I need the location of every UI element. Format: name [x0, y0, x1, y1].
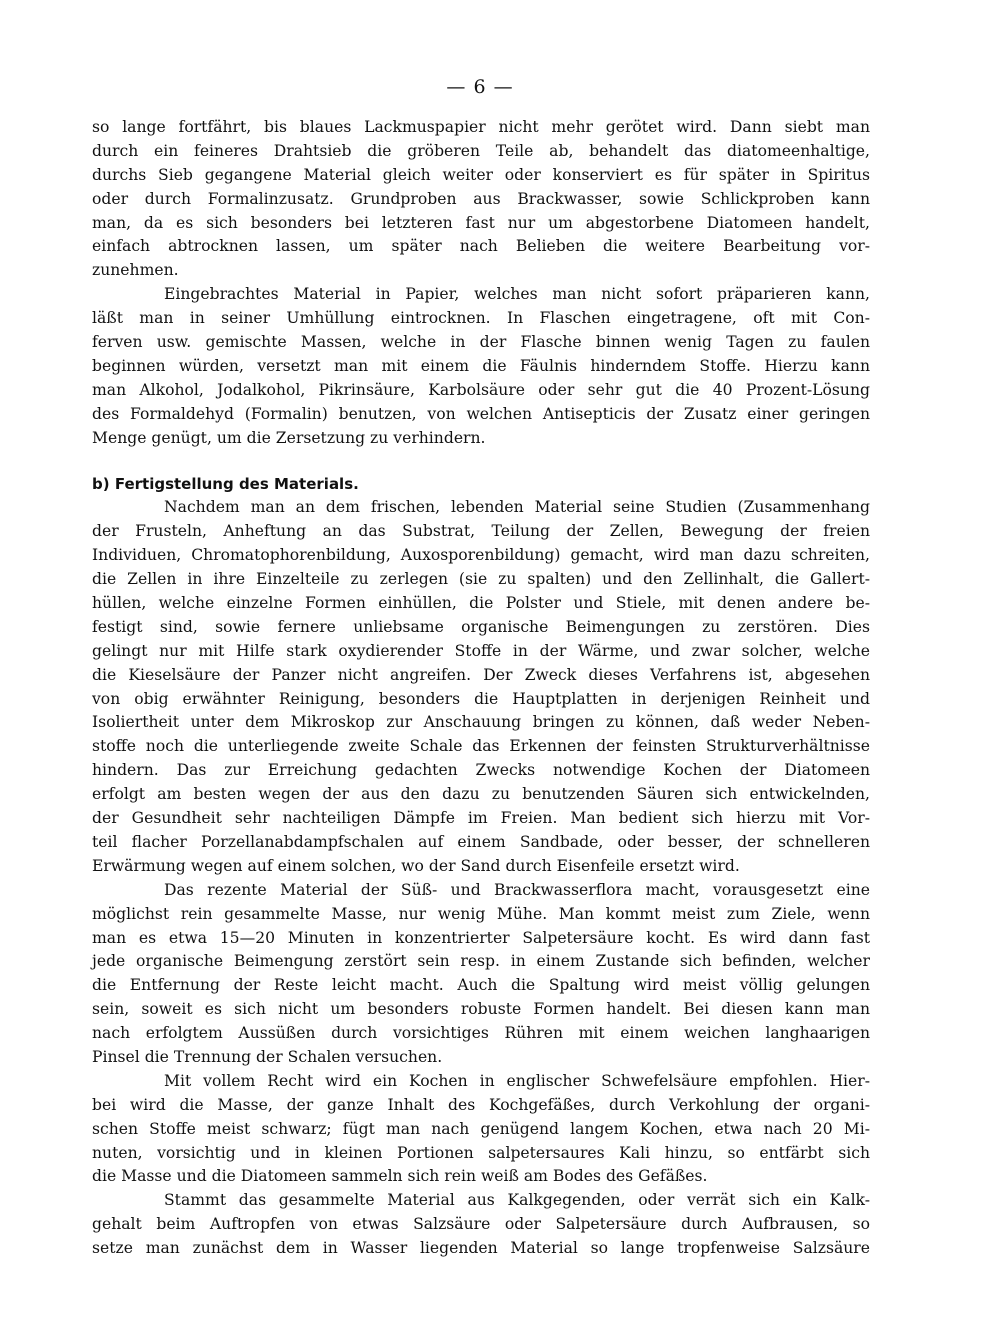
paragraph-2 [92, 283, 870, 450]
text-line: festigt sind, sowie fernere unliebsame organische Beimengungen zu zerstören. Dies [92, 617, 870, 636]
text-line: gelingt nur mit Hilfe stark oxydierender Stoffe in der Wärme, und zwar solcher, welche [92, 641, 870, 660]
text-line: Erwärmung wegen auf einem solchen, wo der Sand durch Eisenfeile ersetzt wird. [92, 856, 740, 875]
text-line: Eingebrachtes Material in Papier, welches man nicht sofort präparieren kann, [164, 285, 870, 304]
text-line: Menge genügt, um die Zersetzung zu verhindern. [92, 428, 486, 447]
body-text [92, 116, 870, 1261]
text-line: durch ein feineres Drahtsieb die gröberen Teile ab, behandelt das diatomeenhaltige, [92, 141, 870, 160]
text-line: bei wird die Masse, der ganze Inhalt des Kochgefäßes, durch Verkohlung der organi- [92, 1095, 870, 1114]
text-line: läßt man in seiner Umhüllung eintrocknen. In Flaschen eingetragene, oft mit Con- [92, 309, 870, 328]
paragraph-4 [92, 879, 870, 1070]
text-line: Nachdem man an dem frischen, lebenden Material seine Studien (Zusammenhang [164, 498, 870, 517]
text-line: oder durch Formalinzusatz. Grundproben aus Brackwasser, sowie Schlickproben kann [92, 189, 870, 208]
text-line: Pinsel die Trennung der Schalen versuchen. [92, 1047, 443, 1066]
paragraph-3 [92, 496, 870, 878]
text-line: Mit vollem Recht wird ein Kochen in englischer Schwefelsäure empfohlen. Hier- [164, 1071, 870, 1090]
text-line: der Gesundheit sehr nachteiligen Dämpfe im Freien. Man bedient sich hierzu mit Vor- [92, 809, 870, 828]
text-line: hüllen, welche einzelne Formen einhüllen, die Polster und Stiele, mit denen andere be- [92, 594, 870, 613]
paragraph-1 [92, 116, 870, 283]
text-line: durchs Sieb gegangene Material gleich weiter oder konserviert es für später in Spiritus [92, 165, 870, 184]
text-line: beginnen würden, versetzt man mit einem die Fäulnis hinderndem Stoffe. Hierzu kann [92, 356, 870, 375]
text-line: schen Stoffe meist schwarz; fügt man nach genügend langem Kochen, etwa nach 20 Mi- [92, 1119, 870, 1138]
text-line: erfolgt am besten wegen der aus den dazu zu benutzenden Säuren sich entwickelnden, [92, 785, 870, 804]
text-line: die Kieselsäure der Panzer nicht angreifen. Der Zweck dieses Verfahrens ist, abgesehen [92, 665, 870, 684]
text-line: Isoliertheit unter dem Mikroskop zur Anschauung bringen zu können, daß weder Neben- [92, 713, 870, 732]
text-line: gehalt beim Auftropfen von etwas Salzsäure oder Salpetersäure durch Aufbrausen, so [92, 1215, 870, 1234]
paragraph-5 [92, 1070, 870, 1189]
page-number: — 6 — [446, 76, 514, 98]
text-line: man es etwa 15—20 Minuten in konzentrierter Salpetersäure kocht. Es wird dann fast [92, 928, 870, 947]
text-line: jede organische Beimengung zerstört sein resp. in einem Zustande sich befinden, welcher [92, 952, 870, 971]
section-heading: b) Fertigstellung des Materials. [92, 475, 359, 494]
text-line: sein, soweit es sich nicht um besonders robuste Formen handelt. Bei diesen kann man [92, 1000, 870, 1019]
text-line: Individuen, Chromatophorenbildung, Auxosporenbildung) gemacht, wird man dazu schreiten, [92, 546, 870, 565]
text-line: nach erfolgtem Aussüßen durch vorsichtiges Rühren mit einem weichen langhaarigen [92, 1024, 870, 1043]
text-line: stoffe noch die unterliegende zweite Schale das Erkennen der feinsten Strukturverhältnisse [92, 737, 870, 756]
text-line: man, da es sich besonders bei letzteren fast nur um abgestorbene Diatomeen handelt, [92, 213, 870, 232]
text-line: Stammt das gesammelte Material aus Kalkgegenden, oder verrät sich ein Kalk- [164, 1191, 870, 1210]
text-line: möglichst rein gesammelte Masse, nur wenig Mühe. Man kommt meist zum Ziele, wenn [92, 904, 870, 923]
text-line: der Frusteln, Anheftung an das Substrat, Teilung der Zellen, Bewegung der freien [92, 522, 870, 541]
text-line: setze man zunächst dem in Wasser liegenden Material so lange tropfenweise Salzsäure [92, 1239, 870, 1258]
text-line: ferven usw. gemischte Massen, welche in der Flasche binnen wenig Tagen zu faulen [92, 333, 870, 352]
text-line: einfach abtrocknen lassen, um später nach Belieben die weitere Bearbeitung vor- [92, 237, 870, 256]
text-line: man Alkohol, Jodalkohol, Pikrinsäure, Karbolsäure oder sehr gut die 40 Prozent-Lösung [92, 380, 870, 399]
text-line: die Entfernung der Reste leicht macht. Auch die Spaltung wird meist völlig gelungen [92, 976, 870, 995]
text-line: teil flacher Porzellanabdampfschalen auf einem Sandbade, oder besser, der schnelleren [92, 832, 870, 851]
text-line: des Formaldehyd (Formalin) benutzen, von welchen Antisepticis der Zusatz einer geringen [92, 404, 870, 423]
text-line: zunehmen. [92, 261, 179, 280]
text-line: die Zellen in ihre Einzelteile zu zerlegen (sie zu spalten) und den Zellinhalt, die Gallert- [92, 570, 870, 589]
paragraph-6 [92, 1189, 870, 1261]
text-line: von obig erwähnter Reinigung, besonders die Hauptplatten in derjenigen Reinheit und [92, 689, 870, 708]
text-line: Das rezente Material der Süß- und Brackwasserflora macht, vorausgesetzt eine [164, 880, 870, 899]
text-line: hindern. Das zur Erreichung gedachten Zwecks notwendige Kochen der Diatomeen [92, 761, 870, 780]
text-line: die Masse und die Diatomeen sammeln sich rein weiß am Bodes des Gefäßes. [92, 1167, 708, 1186]
text-line: so lange fortfährt, bis blaues Lackmuspapier nicht mehr gerötet wird. Dann siebt man [92, 118, 870, 136]
text-line: nuten, vorsichtig und in kleinen Portionen salpetersaures Kali hinzu, so entfärbt sich [92, 1143, 870, 1162]
